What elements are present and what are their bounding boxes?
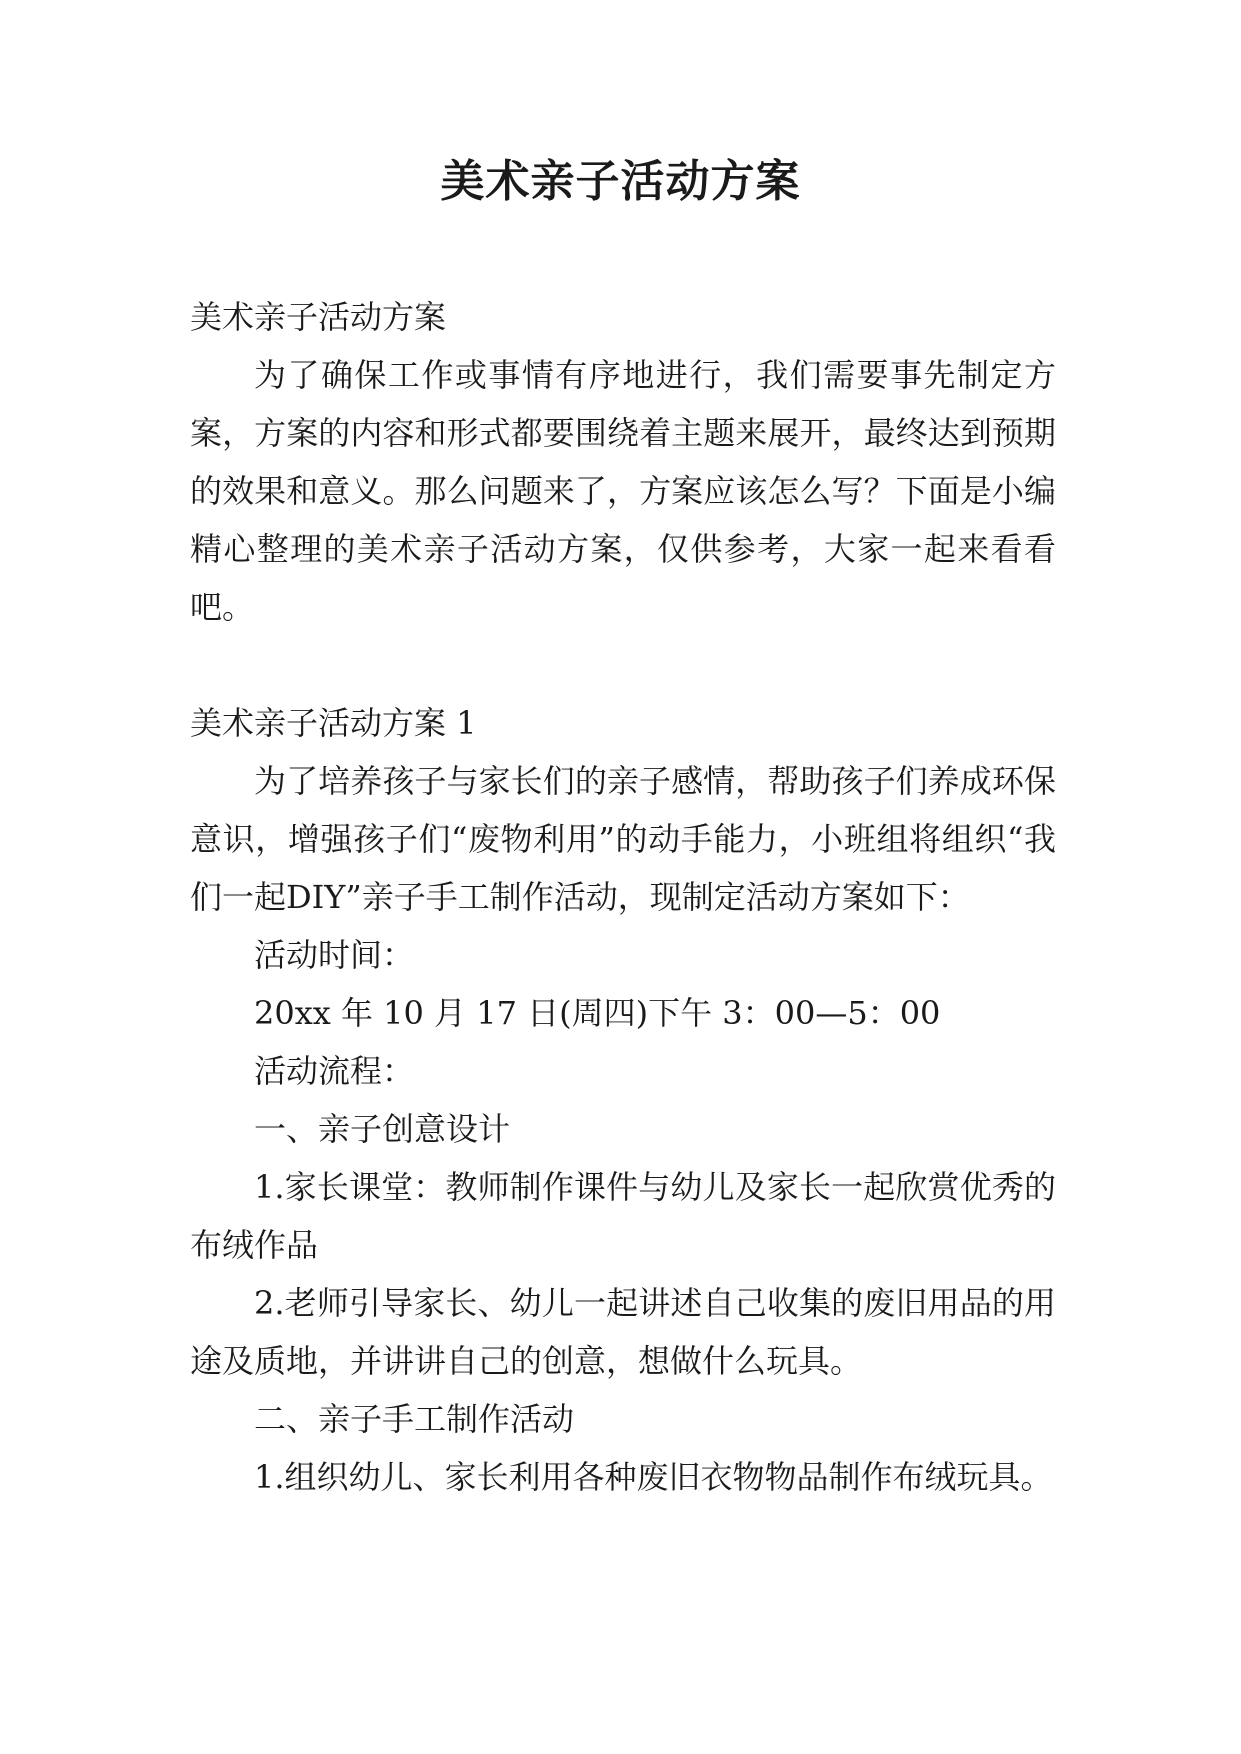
activity-time-value: 20xx 年 10 月 17 日(周四)下午 3：00—5：00 [254, 994, 941, 1032]
intro-heading: 美术亲子活动方案 [190, 298, 447, 336]
section1-paragraph: 为了培养孩子与家长们的亲子感情，帮助孩子们养成环保意识，增强孩子们“废物利用”的动手能力，小班组将组织“我们一起DIY”亲子手工制作活动，现制定活动方案如下： [190, 762, 1056, 916]
activity-time-label: 活动时间： [254, 936, 415, 974]
paragraph-gap [190, 636, 1056, 694]
document-body [190, 288, 1056, 1506]
part2-title: 二、亲子手工制作活动 [254, 1400, 575, 1438]
activity-process-label: 活动流程： [254, 1052, 415, 1090]
part1-item1: 1.家长课堂：教师制作课件与幼儿及家长一起欣赏优秀的布绒作品 [190, 1168, 1056, 1264]
part1-item2: 2.老师引导家长、幼儿一起讲述自己收集的废旧用品的用途及质地，并讲讲自己的创意，想做什么玩具。 [190, 1284, 1056, 1380]
document-title: 美术亲子活动方案 [440, 156, 801, 207]
part2-item1: 1.组织幼儿、家长利用各种废旧衣物物品制作布绒玩具。 [254, 1458, 1053, 1496]
part1-title: 一、亲子创意设计 [254, 1110, 511, 1148]
intro-paragraph: 为了确保工作或事情有序地进行，我们需要事先制定方案，方案的内容和形式都要围绕着主题来展开，最终达到预期的效果和意义。那么问题来了，方案应该怎么写？下面是小编精心整理的美术亲子活动方案，仅供参考，大家一起来看看吧。 [190, 356, 1056, 626]
section1-heading: 美术亲子活动方案 1 [190, 704, 477, 742]
